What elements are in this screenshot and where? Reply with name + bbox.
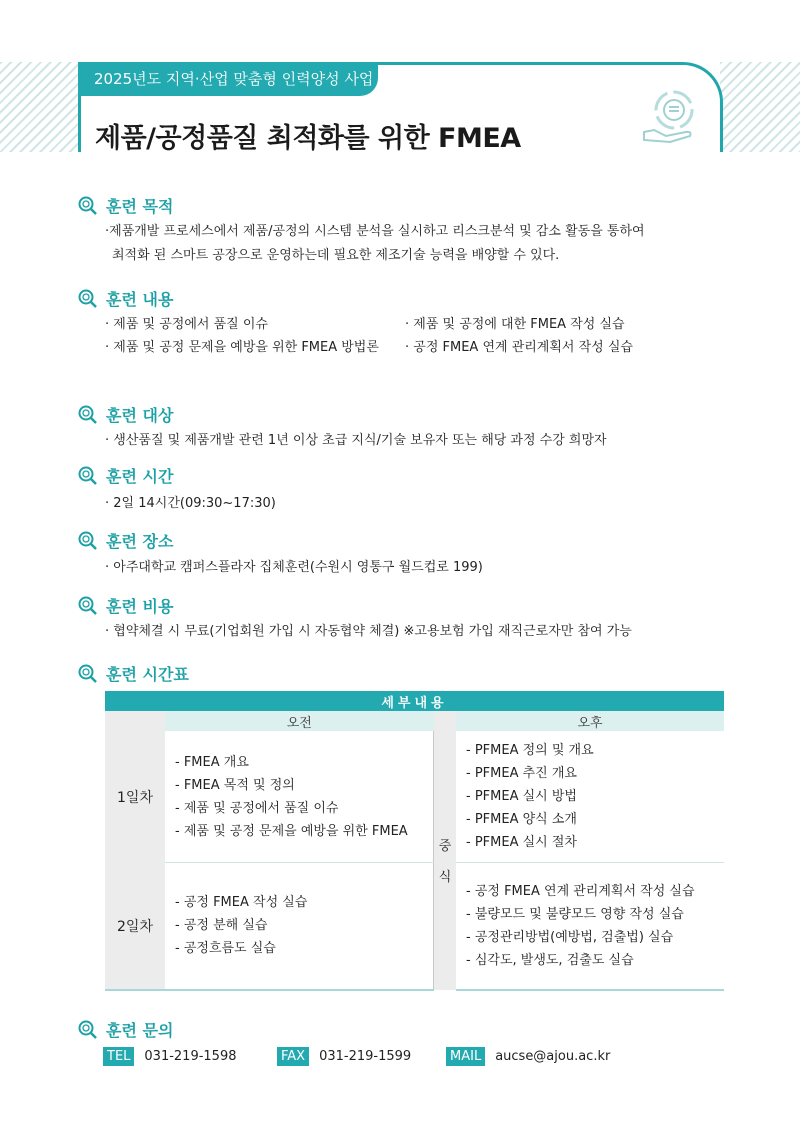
section-inquiry (78, 1018, 173, 1041)
section-time (78, 464, 173, 487)
list-item: - PFMEA 실시 방법 (466, 789, 577, 804)
header-hatch-left (0, 62, 80, 152)
list-item: - PFMEA 정의 및 개요 (466, 743, 594, 758)
section-place (78, 529, 173, 552)
lunch-char: 중 (438, 839, 452, 855)
section-title: 훈련 장소 (106, 532, 174, 551)
target-text: · 생산품질 및 제품개발 관련 1년 이상 초급 지식/기술 보유자 또는 해당 과정 수강 희망자 (105, 433, 607, 448)
mail-label: MAIL (446, 1047, 485, 1066)
mail-value[interactable]: aucse@ajou.ac.kr (495, 1049, 611, 1064)
pm-header: 오후 (456, 711, 724, 731)
contact-mail (446, 1047, 610, 1066)
place-text: · 아주대학교 캠퍼스플라자 집체훈련(수원시 영통구 월드컵로 199) (105, 560, 483, 575)
lunch-char: 식 (438, 870, 452, 886)
tel-value[interactable]: 031-219-1598 (144, 1049, 237, 1064)
section-target (78, 403, 173, 426)
am-header: 오전 (165, 711, 434, 731)
content-left-2: · 제품 및 공정 문제을 예방을 위한 FMEA 방법론 (105, 340, 379, 355)
list-item: - FMEA 목적 및 정의 (175, 777, 295, 793)
section-title: 훈련 비용 (106, 597, 174, 616)
section-schedule (78, 662, 189, 685)
magnifier-icon (78, 1020, 98, 1040)
magnifier-icon (78, 289, 98, 309)
list-item: - 공정 FMEA 작성 실습 (175, 895, 308, 911)
section-title: 훈련 시간 (106, 467, 174, 486)
content-left-1: · 제품 및 공정에서 품질 이슈 (105, 317, 268, 332)
timetable (105, 691, 724, 991)
goal-line-2: 최적화 된 스마트 공장으로 운영하는데 필요한 제조기술 능력을 배양할 수 있다. (112, 248, 560, 263)
list-item: - 불량모드 및 불량모드 영향 작성 실습 (466, 906, 684, 922)
cost-text: · 협약체결 시 무료(기업회원 가입 시 자동협약 체결) ※고용보험 가입 재직근로자만 참여 가능 (105, 624, 632, 639)
list-item: - PFMEA 추진 개요 (466, 766, 577, 781)
corner-cell (105, 711, 165, 731)
section-title: 훈련 시간표 (106, 665, 189, 684)
program-badge: 2025년도 지역·산업 맞춤형 인력양성 사업 (78, 62, 378, 96)
list-item: - 공정 FMEA 연계 관리계획서 작성 실습 (466, 883, 695, 899)
section-title: 훈련 대상 (106, 406, 174, 425)
list-item: - PFMEA 실시 절차 (466, 835, 577, 850)
list-item: - PFMEA 양식 소개 (466, 812, 577, 827)
list-item: - 제품 및 공정에서 품질 이슈 (175, 800, 339, 816)
day-1-label: 1일차 (105, 731, 165, 863)
day-2-am (165, 863, 434, 990)
list-item: - 심각도, 발생도, 검출도 실습 (466, 952, 634, 968)
list-item: - FMEA 개요 (175, 754, 249, 770)
analysis-hand-icon (640, 86, 706, 148)
tel-label: TEL (103, 1047, 134, 1066)
time-text: · 2일 14시간(09:30~17:30) (105, 496, 276, 511)
lunch-cell (434, 731, 457, 990)
list-item: - 공정 분해 실습 (175, 918, 268, 934)
section-cost (78, 594, 173, 617)
list-item: - 제품 및 공정 문제을 예방을 위한 FMEA (175, 823, 408, 839)
section-goal (78, 194, 173, 217)
section-content (78, 287, 173, 310)
lunch-header-cell (434, 711, 457, 731)
section-title: 훈련 목적 (106, 197, 174, 216)
day-1-am (165, 731, 434, 863)
magnifier-icon (78, 531, 98, 551)
goal-line-1: ·제품개발 프로세스에서 제품/공정의 시스템 분석을 실시하고 리스크분석 및 감소 활동을 통하여 (105, 224, 645, 239)
page-title: 제품/공정품질 최적화를 위한 FMEA (95, 123, 521, 154)
timetable-header: 세부내용 (105, 691, 724, 711)
day-2-label: 2일차 (105, 863, 165, 990)
content-right-2: · 공정 FMEA 연계 관리계획서 작성 실습 (405, 340, 633, 355)
fax-label: FAX (277, 1047, 309, 1066)
section-title: 훈련 내용 (106, 290, 174, 309)
magnifier-icon (78, 405, 98, 425)
day-1-pm (456, 731, 724, 863)
contact-fax (277, 1047, 411, 1066)
magnifier-icon (78, 664, 98, 684)
list-item: - 공정관리방법(예방법, 검출법) 실습 (466, 929, 674, 945)
magnifier-icon (78, 196, 98, 216)
section-title: 훈련 문의 (106, 1021, 174, 1040)
content-right-1: · 제품 및 공정에 대한 FMEA 작성 실습 (405, 317, 625, 332)
magnifier-icon (78, 596, 98, 616)
fax-value: 031-219-1599 (319, 1049, 412, 1064)
header-hatch-right (720, 62, 800, 152)
day-2-pm (456, 863, 724, 990)
list-item: - 공정흐름도 실습 (175, 941, 276, 957)
magnifier-icon (78, 466, 98, 486)
contact-tel (103, 1047, 237, 1066)
